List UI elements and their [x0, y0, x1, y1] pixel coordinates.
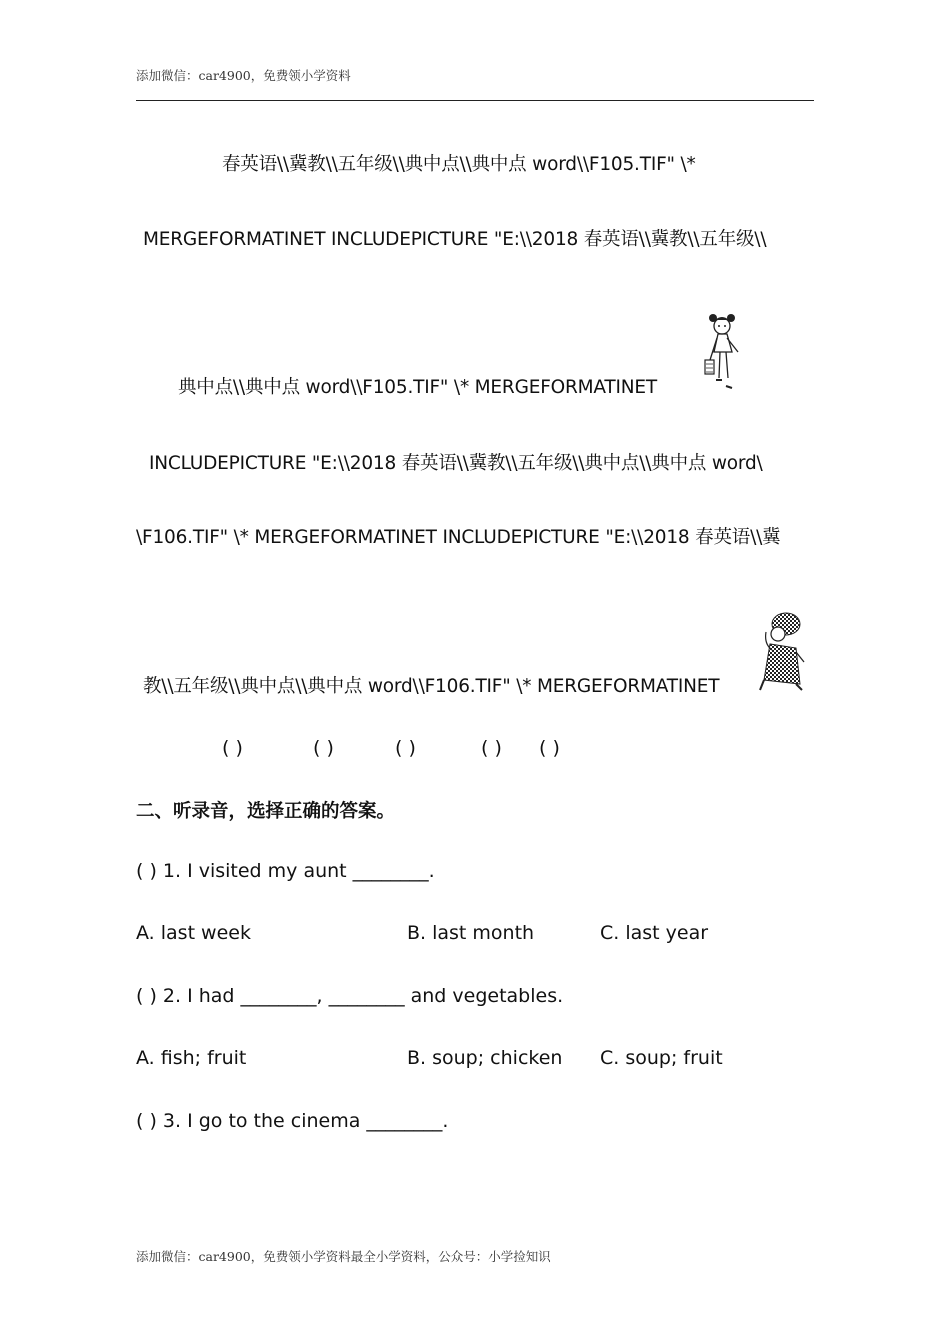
question-2-option-a[interactable]: A. fish; fruit: [136, 1047, 247, 1069]
answer-paren-3[interactable]: ( ): [395, 737, 416, 759]
question-2-stem: ( ) 2. I had ________, ________ and vegetables.: [136, 985, 564, 1007]
section-2-title: 二、听录音，选择正确的答案。: [136, 801, 396, 822]
question-2-option-b[interactable]: B. soup; chicken: [407, 1047, 563, 1069]
header-rule: [136, 100, 814, 101]
question-3-stem: ( ) 3. I go to the cinema ________.: [136, 1110, 449, 1132]
question-1-option-a[interactable]: A. last week: [136, 922, 251, 944]
page-footer: 添加微信：car4900，免费领小学资料最全小学资料，公众号：小学捡知识: [136, 1249, 551, 1264]
question-1-option-c[interactable]: C. last year: [600, 922, 709, 944]
page-header: 添加微信：car4900，免费领小学资料: [136, 68, 351, 83]
question-2-option-c[interactable]: C. soup; fruit: [600, 1047, 723, 1069]
girl-kneeling-icon: [756, 610, 810, 694]
answer-paren-1[interactable]: ( ): [222, 737, 243, 759]
answer-paren-4[interactable]: ( ): [481, 737, 502, 759]
field-code-line-3: 典中点\\典中点 word\\F105.TIF" \* MERGEFORMATINET: [178, 377, 658, 398]
answer-paren-5[interactable]: ( ): [539, 737, 560, 759]
question-1-stem: ( ) 1. I visited my aunt ________.: [136, 860, 435, 882]
question-1-option-b[interactable]: B. last month: [407, 922, 535, 944]
field-code-line-4: INCLUDEPICTURE "E:\\2018 春英语\\冀教\\五年级\\典中点\\典中点 word\: [149, 453, 763, 474]
answer-paren-2[interactable]: ( ): [313, 737, 334, 759]
field-code-line-1: 春英语\\冀教\\五年级\\典中点\\典中点 word\\F105.TIF" \*: [222, 154, 696, 175]
girl-walking-icon: [700, 308, 748, 394]
field-code-line-2: MERGEFORMATINET INCLUDEPICTURE "E:\\2018 春英语\\冀教\\五年级\\: [143, 229, 767, 250]
field-code-line-5: \F106.TIF" \* MERGEFORMATINET INCLUDEPICTURE "E:\\2018 春英语\\冀: [136, 527, 781, 548]
field-code-line-6: 教\\五年级\\典中点\\典中点 word\\F106.TIF" \* MERGEFORMATINET: [143, 676, 720, 697]
